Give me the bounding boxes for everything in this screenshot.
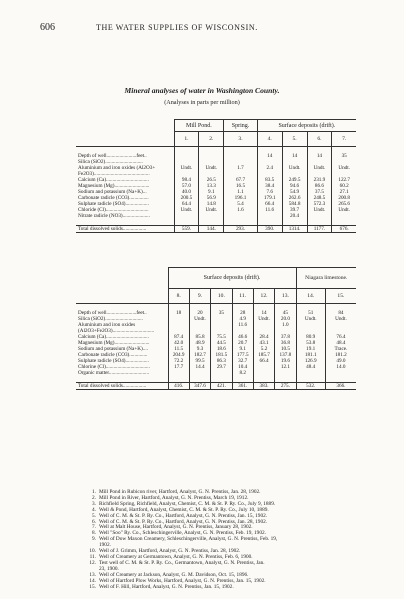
footnote-number: 11. bbox=[89, 553, 96, 560]
table-cell: 27.1 bbox=[332, 189, 356, 195]
table-cell: 181.1 bbox=[296, 352, 325, 358]
footnote bbox=[88, 585, 378, 591]
table-cell: 185.7 bbox=[253, 352, 274, 358]
table-cell: 29.7 bbox=[211, 364, 232, 370]
table-cell: 584.8 bbox=[282, 201, 307, 207]
total-cell: 1314. bbox=[282, 226, 307, 233]
footnote-text: Well of C. M. & St. P. Ry. Co., Hartford, Analyst, G. N. Prentiss, Jan. 28, 1902. bbox=[99, 518, 268, 525]
footnote-text: Well of Hartford Plow Works, Hartford, Analyst, G. N. Prentiss, Jan. 15, 1902. bbox=[99, 577, 266, 584]
footnote-number: 14. bbox=[89, 577, 96, 584]
table-cell: 1.0 bbox=[275, 322, 296, 328]
table-cell: 20.0 bbox=[275, 316, 296, 322]
table-cell: 86.6 bbox=[307, 183, 332, 189]
table-cell: 17.7 bbox=[168, 364, 189, 370]
table-cell: Undt. bbox=[282, 165, 307, 171]
footnote-number: 15. bbox=[89, 583, 96, 590]
row-label: Carbonate radicle (CO3)............... bbox=[78, 195, 149, 201]
total-cell: 275. bbox=[275, 383, 296, 390]
column-header: 12. bbox=[253, 289, 274, 304]
table-cell: 14 bbox=[253, 310, 274, 316]
footnote-text: Mill Pond in River, Hartford, Analyst, G. N. Prentiss, March 19, 1912. bbox=[99, 494, 249, 501]
footnote-number: 4. bbox=[92, 506, 96, 513]
page-header bbox=[40, 22, 380, 34]
table-cell: 87.4 bbox=[168, 334, 189, 340]
footnote-text: Well of F. Hill, Hartford, Analyst, G. N. Prentiss, Jan. 15, 1902. bbox=[99, 583, 234, 590]
group-header: Niagara limestone. bbox=[296, 268, 356, 289]
column-header: 5. bbox=[282, 132, 307, 147]
table-cell: 18.6 bbox=[211, 346, 232, 352]
table-cell: 126.9 bbox=[296, 358, 325, 364]
table-cell: 42.0 bbox=[168, 340, 189, 346]
table-cell: 20.7 bbox=[232, 340, 253, 346]
footnote-text: Mill Pond in Rubicon river, Hartford, Analyst, G. N. Prentiss, Jan. 28, 1902. bbox=[99, 489, 261, 495]
table-cell: 66.4 bbox=[257, 201, 282, 207]
footnote-number: 12. bbox=[89, 559, 96, 566]
table-cell: 54.9 bbox=[282, 189, 307, 195]
column-header: 1. bbox=[174, 132, 199, 147]
table-cell: 231.9 bbox=[307, 177, 332, 183]
table-cell: 122.7 bbox=[332, 177, 356, 183]
footnote-text: Well of Dow Maxon Creamery, Schleschingerville, Analyst, G. N. Prentiss, Feb. 19, bbox=[99, 536, 278, 543]
table-cell: 60.2 bbox=[332, 183, 356, 189]
row-label: Calcium (Ca)................................. bbox=[78, 334, 149, 340]
column-header: 6. bbox=[307, 132, 332, 147]
table-cell: Undt. bbox=[332, 165, 356, 171]
total-label: Total dissolved solids.................. bbox=[76, 226, 174, 233]
table-cell: 10.5 bbox=[275, 346, 296, 352]
total-label: Total dissolved solids.................. bbox=[76, 383, 168, 390]
row-label: Organic matter............................... bbox=[78, 370, 150, 376]
footnotes bbox=[88, 490, 378, 590]
table-cell: 11.5 bbox=[168, 346, 189, 352]
footnote-number: 5. bbox=[92, 512, 96, 519]
table-cell: 75.5 bbox=[211, 334, 232, 340]
table-cell: 40.0 bbox=[174, 189, 199, 195]
table-cell: Undt. bbox=[199, 207, 224, 213]
total-cell: 421. bbox=[211, 383, 232, 390]
row-label: Sodium and potassium (Na+K)... bbox=[78, 189, 147, 195]
footnote-text: Well "Soo" Ry. Co., Schleschingerville, Analyst, G. N. Prentiss, Feb. 19, 1902. bbox=[99, 530, 266, 537]
column-header: 2. bbox=[199, 132, 224, 147]
table-cell: 19.6 bbox=[275, 358, 296, 364]
table-cell: Undt. bbox=[174, 165, 199, 171]
total-cell: 559. bbox=[174, 226, 199, 233]
column-header: 15. bbox=[325, 289, 356, 304]
table-cell: 182.7 bbox=[189, 352, 210, 358]
row-label: Magnesium (Mg)........................... bbox=[78, 340, 150, 346]
column-header: 4. bbox=[257, 132, 282, 147]
table-cell: 48.9 bbox=[189, 340, 210, 346]
table-cell: 48.4 bbox=[325, 340, 356, 346]
table-cell: 48.4 bbox=[296, 364, 325, 370]
table-cell: 10.4 bbox=[232, 364, 253, 370]
column-header: 13. bbox=[275, 289, 296, 304]
table-cell: 11.6 bbox=[257, 207, 282, 213]
column-header: 9. bbox=[189, 289, 210, 304]
table-cell: Undt. bbox=[307, 165, 332, 171]
table-cell: 18 bbox=[168, 310, 189, 316]
table-cell: 67.7 bbox=[224, 177, 258, 183]
table-cell: 14 bbox=[307, 153, 332, 159]
table-cell: 56.9 bbox=[199, 195, 224, 201]
total-cell: 390. bbox=[257, 226, 282, 233]
row-label: Nitrate radicle (NO3)..................... bbox=[78, 213, 150, 219]
table-body bbox=[76, 304, 356, 390]
group-header: Mill Pond. bbox=[174, 120, 224, 132]
table-cell: 35 bbox=[332, 153, 356, 159]
table-cell: 32.7 bbox=[232, 358, 253, 364]
table-cell: 181.5 bbox=[211, 352, 232, 358]
row-label: Chlorine (Cl).................................. bbox=[78, 364, 150, 370]
table-title: Mineral analyses of water in Washington County. bbox=[124, 86, 280, 95]
group-header: Surface deposits (drift). bbox=[257, 120, 356, 132]
total-row bbox=[76, 383, 356, 390]
table-cell: 5.4 bbox=[224, 201, 258, 207]
row-label: Carbonate radicle (CO3).............. bbox=[78, 352, 148, 358]
table-cell: 12.1 bbox=[275, 364, 296, 370]
table-cell: 179.1 bbox=[257, 195, 282, 201]
footnote-number: 13. bbox=[89, 571, 96, 578]
table-cell: 13.3 bbox=[199, 183, 224, 189]
table-cell: 265.6 bbox=[332, 201, 356, 207]
table-cell: 37.5 bbox=[307, 189, 332, 195]
table-cell: Undt. bbox=[199, 165, 224, 171]
column-header: 3. bbox=[224, 132, 258, 147]
table-cell: 14.8 bbox=[199, 201, 224, 207]
total-cell: 383. bbox=[253, 383, 274, 390]
table-cell: 46.6 bbox=[232, 334, 253, 340]
row-label: Silica (SiO2)............................. bbox=[78, 159, 143, 165]
table-cell: 200.5 bbox=[174, 195, 199, 201]
page-number: 606 bbox=[40, 22, 55, 33]
table-subtitle: (Analyses in parts per million) bbox=[164, 99, 240, 106]
table-cell: 5.2 bbox=[253, 346, 274, 352]
footnote-number: 7. bbox=[92, 524, 96, 531]
table-cell: 57.0 bbox=[174, 183, 199, 189]
footnote-number: 1. bbox=[92, 489, 96, 495]
table-cell: 84 bbox=[325, 310, 356, 316]
table-cell: 14.4 bbox=[189, 364, 210, 370]
row-label: Aluminium and iron oxides (Al2O3+ bbox=[78, 165, 156, 171]
footnote-text: Well of Creamery at Germantown, Analyst, G. N. Prentiss, Feb. 6, 1900. bbox=[99, 553, 253, 560]
table-cell: 248.5 bbox=[307, 195, 332, 201]
table-cell: 262.6 bbox=[282, 195, 307, 201]
table-cell: 26.5 bbox=[199, 177, 224, 183]
column-header: 14. bbox=[296, 289, 325, 304]
total-cell: 361. bbox=[232, 383, 253, 390]
table-cell: 196.1 bbox=[224, 195, 258, 201]
table-cell: 200.8 bbox=[332, 195, 356, 201]
total-cell: 416. bbox=[168, 383, 189, 390]
group-header: Surface deposits (drift). bbox=[168, 268, 296, 289]
table-cell: 28.4 bbox=[253, 334, 274, 340]
row-label: Sulphate radicle (SO4).................. bbox=[78, 358, 149, 364]
table-cell: 38.4 bbox=[257, 183, 282, 189]
table-cell: 20.4 bbox=[282, 213, 307, 219]
footnote-text: 1902. bbox=[99, 542, 111, 549]
table-cell: 28 bbox=[232, 310, 253, 316]
table-cell: 249.5 bbox=[282, 177, 307, 183]
table-cell: 45 bbox=[275, 310, 296, 316]
group-header-row bbox=[76, 268, 356, 289]
total-row bbox=[76, 226, 356, 233]
table-cell: 94.6 bbox=[282, 183, 307, 189]
table-cell: 11.6 bbox=[232, 322, 253, 328]
table-cell: 36.8 bbox=[275, 340, 296, 346]
table-cell: 44.5 bbox=[211, 340, 232, 346]
table-cell: 137.8 bbox=[275, 352, 296, 358]
table-cell: 1.1 bbox=[224, 189, 258, 195]
column-header-row bbox=[76, 132, 356, 147]
column-header: 8. bbox=[168, 289, 189, 304]
row-label: Magnesium (Mg)........................... bbox=[78, 183, 150, 189]
analysis-table-1 bbox=[76, 119, 356, 233]
table-cell: Undt. bbox=[189, 316, 210, 322]
table-cell: 1.7 bbox=[224, 165, 258, 171]
total-cell: 676. bbox=[332, 226, 356, 233]
total-cell: 1177. bbox=[307, 226, 332, 233]
footnote-text: Well of Creamery at Jackson, Analyst, G. M. Davidson, Oct. 15, 1896. bbox=[99, 571, 249, 578]
table-cell: 4.9 bbox=[232, 316, 253, 322]
group-header: Spring. bbox=[224, 120, 258, 132]
table-cell: 16.5 bbox=[224, 183, 258, 189]
row-label: Depth of well.......................feet.. bbox=[78, 310, 147, 316]
row-label: Silica (SiO2)............................. bbox=[78, 316, 143, 322]
table-cell: 76.4 bbox=[325, 334, 356, 340]
running-title: THE WATER SUPPLIES OF WISCONSIN. bbox=[96, 23, 258, 32]
analysis-table-2 bbox=[76, 267, 356, 390]
table-cell: 2.4 bbox=[257, 165, 282, 171]
column-header: 7. bbox=[332, 132, 356, 147]
table-cell: 49.0 bbox=[325, 358, 356, 364]
table-cell: 572.3 bbox=[307, 201, 332, 207]
table-cell: 66.4 bbox=[253, 358, 274, 364]
total-cell: 144. bbox=[199, 226, 224, 233]
table-cell: 177.5 bbox=[232, 352, 253, 358]
table-cell: Undt. bbox=[332, 207, 356, 213]
footnote-text: Well & Pond, Hartford, Analyst, Chemist, C. M. & St. P. Ry. Co., July 10, 1889. bbox=[99, 506, 269, 513]
table-cell: 85.8 bbox=[189, 334, 210, 340]
table-cell: Undt. bbox=[307, 207, 332, 213]
table-cell: 14 bbox=[282, 153, 307, 159]
table-cell: 8.2 bbox=[232, 370, 253, 376]
row-label: Sodium and potassium (Na+K).... bbox=[78, 346, 148, 352]
table-cell: 37.8 bbox=[275, 334, 296, 340]
row-label: Aluminium and iron oxides bbox=[78, 322, 136, 328]
table-cell: Undt. bbox=[253, 316, 274, 322]
table-cell: 43.1 bbox=[253, 340, 274, 346]
table-cell: 9.3 bbox=[189, 346, 210, 352]
table-cell: 99.5 bbox=[189, 358, 210, 364]
total-cell: 366. bbox=[325, 383, 356, 390]
footnote-number: 6. bbox=[92, 518, 96, 525]
total-cell: 347.6 bbox=[189, 383, 210, 390]
footnote-text: Richfield Spring, Richfield, Analyst, Chemist, C. M. & St. P. Ry. Co., July 9, 1889. bbox=[99, 500, 276, 507]
table-cell: 19.1 bbox=[296, 346, 325, 352]
table-cell: 9.1 bbox=[232, 346, 253, 352]
table-cell: Undt. bbox=[296, 316, 325, 322]
row-label: Depth of well.......................feet.. bbox=[78, 153, 147, 159]
table-cell: 72.2 bbox=[168, 358, 189, 364]
row-label: Sulphate radicle (SO4).................. bbox=[78, 201, 149, 207]
table-cell: 14.0 bbox=[325, 364, 356, 370]
total-cell: 532. bbox=[296, 383, 325, 390]
footnote-number: 8. bbox=[92, 530, 96, 537]
row-label: Chloride (Cl)................................. bbox=[78, 207, 149, 213]
footnote-text: Well of J. Grimm, Hartford, Analyst, G. N. Prentiss, Jan. 28, 1902. bbox=[99, 548, 241, 555]
table-cell: 53.8 bbox=[296, 340, 325, 346]
footnote-text: Well of C. M. & St. P. Ry. Co., Hartford, Analyst, G. N. Prentiss, Jan. 15, 1902. bbox=[99, 512, 268, 519]
column-header: 11. bbox=[232, 289, 253, 304]
footnote-text: Well at Malt House, Hartford, Analyst, G. N. Prentiss, January 28, 1902. bbox=[99, 524, 253, 531]
row-label: Calcium (Ca)................................. bbox=[78, 177, 149, 183]
table-cell: Undt. bbox=[174, 207, 199, 213]
row-label: (Al2O3+Fe2O3)................................ bbox=[78, 328, 155, 334]
footnote-text: Test well of C. M. & St. P. Ry. Co., Germantown, Analyst, G. N. Prentiss, Jan. bbox=[99, 559, 265, 566]
footnote-text: 23, 1900. bbox=[99, 565, 119, 572]
table-cell: 204.9 bbox=[168, 352, 189, 358]
table-cell: 64.4 bbox=[174, 201, 199, 207]
footnote-number: 2. bbox=[92, 494, 96, 501]
table-cell: 80.9 bbox=[296, 334, 325, 340]
group-header-row bbox=[76, 120, 356, 132]
table-cell: Undt. bbox=[325, 316, 356, 322]
table-cell: 51 bbox=[296, 310, 325, 316]
column-header-row bbox=[76, 289, 356, 304]
table-cell: 14 bbox=[257, 153, 282, 159]
footnote-number: 3. bbox=[92, 500, 96, 507]
total-cell: 293. bbox=[224, 226, 258, 233]
footnote-number: 9. bbox=[92, 536, 96, 543]
table-cell: Trace. bbox=[325, 346, 356, 352]
table-cell: 20 bbox=[189, 310, 210, 316]
table-cell: 86.3 bbox=[211, 358, 232, 364]
row-label: Fe2O3)........................................... bbox=[78, 171, 150, 177]
table-cell: 98.4 bbox=[174, 177, 199, 183]
footnote-number: 10. bbox=[89, 548, 96, 555]
table-cell: 1.6 bbox=[224, 207, 258, 213]
table-cell: 35 bbox=[211, 310, 232, 316]
table-cell: 7.6 bbox=[257, 189, 282, 195]
table-cell: 83.5 bbox=[257, 177, 282, 183]
table-cell: 39.7 bbox=[282, 207, 307, 213]
column-header: 10. bbox=[211, 289, 232, 304]
table-cell: 181.2 bbox=[325, 352, 356, 358]
table-cell: 9.1 bbox=[199, 189, 224, 195]
table-body bbox=[76, 147, 356, 233]
